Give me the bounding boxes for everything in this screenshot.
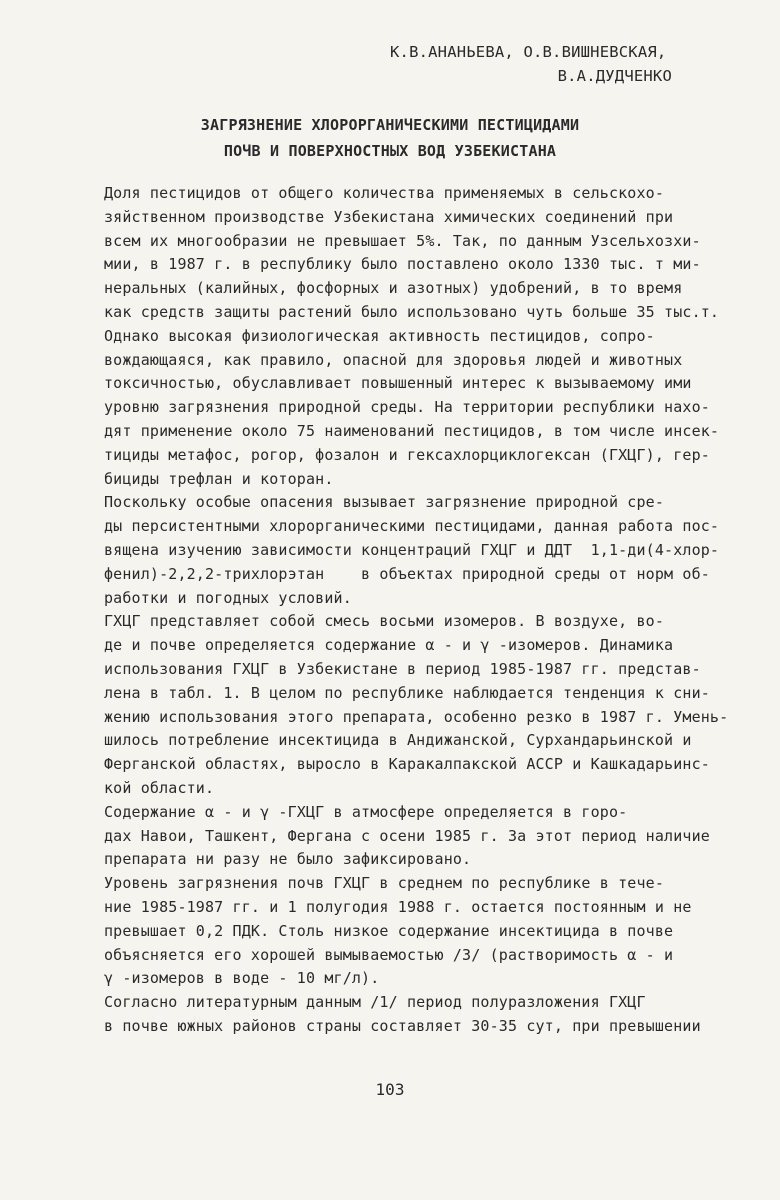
paragraph [60,325,732,492]
paragraph-line: лена в табл. 1. В целом по республике наблюдается тенденция к сни- [104,683,710,702]
paragraph-line: Содержание α - и γ -ГХЦГ в атмосфере определяется в горо- [104,802,628,821]
paragraph-line: превышает 0,2 ПДК. Столь низкое содержание инсектицида в почве [104,921,674,940]
paragraph-line: уровню загрязнения природной среды. На территории республики нахо- [104,398,710,417]
page-number: 103 [375,1080,405,1099]
paragraph-line: вождающаяся, как правило, опасной для здоровья людей и животных [104,350,683,369]
paragraph-line: неральных (калийных, фосфорных и азотных) удобрений, в то время [104,279,683,298]
paragraph-line: использования ГХЦГ в Узбекистане в период 1985-1987 гг. представ- [104,659,701,678]
article-title [0,112,780,164]
paragraph-line: фенил)-2,2,2-трихлорэтан в объектах природной среды от норм об- [104,564,710,583]
paragraph-line: Однако высокая физиологическая активность пестицидов, сопро- [104,326,655,345]
paragraph-line: всем их многообразии не превышает 5%. Так, по данным Узсельхозхи- [104,231,701,250]
paragraph-line: ние 1985-1987 гг. и 1 полугодия 1988 г. остается постоянным и не [104,897,692,916]
paragraph-line: вящена изучению зависимости концентраций ГХЦГ и ДДТ 1,1-ди(4-хлор- [104,540,720,559]
paragraph-line: ды персистентными хлорорганическими пестицидами, данная работа пос- [104,517,720,536]
paragraph-line: препарата ни разу не было зафиксировано. [104,850,472,869]
paragraph-line: объясняется его хорошей вымываемостью /3/ (растворимость α - и [104,945,674,964]
paragraph [60,182,732,325]
paragraph-line: Поскольку особые опасения вызывает загрязнение природной сре- [104,493,665,512]
paragraph-line: жению использования этого препарата, особенно резко в 1987 г. Умень- [104,707,729,726]
title-line-2: ПОЧВ И ПОВЕРХНОСТНЫХ ВОД УЗБЕКИСТАНА [223,142,557,160]
paragraph-line: γ -изомеров в воде - 10 мг/л). [104,969,380,988]
article-body [60,182,732,1039]
paragraph-line: де и почве определяется содержание α - и γ -изомеров. Динамика [104,636,674,655]
paragraph-line: бициды трефлан и которан. [104,469,334,488]
authors-line-2: В.А.ДУДЧЕНКО [557,67,672,85]
paragraph-line: шилось потребление инсектицида в Андижанской, Сурхандарьинской и [104,731,692,750]
paragraph-line: тициды метафос, рогор, фозалон и гексахлорциклогексан (ГХЦГ), гер- [104,445,710,464]
paragraph-line: Ферганской областях, выросло в Каракалпакской АССР и Кашкадарьинс- [104,755,710,774]
paragraph [60,491,732,610]
paragraph-line: токсичностью, обуславливает повышенный интерес к вызываемому ими [104,374,692,393]
paragraph-line: Уровень загрязнения почв ГХЦГ в среднем по республике в тече- [104,874,665,893]
paragraph-line: мии, в 1987 г. в республику было поставлено около 1330 тыс. т ми- [104,255,701,274]
paragraph-line: кой области. [104,778,215,797]
paragraph [60,610,732,800]
paragraph-line: ГХЦГ представляет собой смесь восьми изомеров. В воздухе, во- [104,612,665,631]
paragraph [60,991,732,1039]
paragraph-line: дах Навои, Ташкент, Фергана с осени 1985 г. За этот период наличие [104,826,710,845]
paragraph-line: работки и погодных условий. [104,588,352,607]
paragraph-line: как средств защиты растений было использовано чуть больше 35 тыс.т. [104,302,720,321]
paragraph-line: в почве южных районов страны составляет 30-35 сут, при превышении [104,1016,701,1035]
paragraph-line: зяйственном производстве Узбекистана химических соединений при [104,207,674,226]
paragraph-line: дят применение около 75 наименований пестицидов, в том числе инсек- [104,421,720,440]
title-line-1: ЗАГРЯЗНЕНИЕ ХЛОРОРГАНИЧЕСКИМИ ПЕСТИЦИДАМИ [200,116,580,134]
paragraph [60,872,732,991]
paragraph-line: Согласно литературным данным /1/ период полуразложения ГХЦГ [104,993,646,1012]
paragraph [60,801,732,872]
authors-block [390,40,680,88]
paragraph-line: Доля пестицидов от общего количества применяемых в сельскохо- [104,184,665,202]
authors-line-1: К.В.АНАНЬЕВА, О.В.ВИШНЕВСКАЯ, [390,43,667,61]
